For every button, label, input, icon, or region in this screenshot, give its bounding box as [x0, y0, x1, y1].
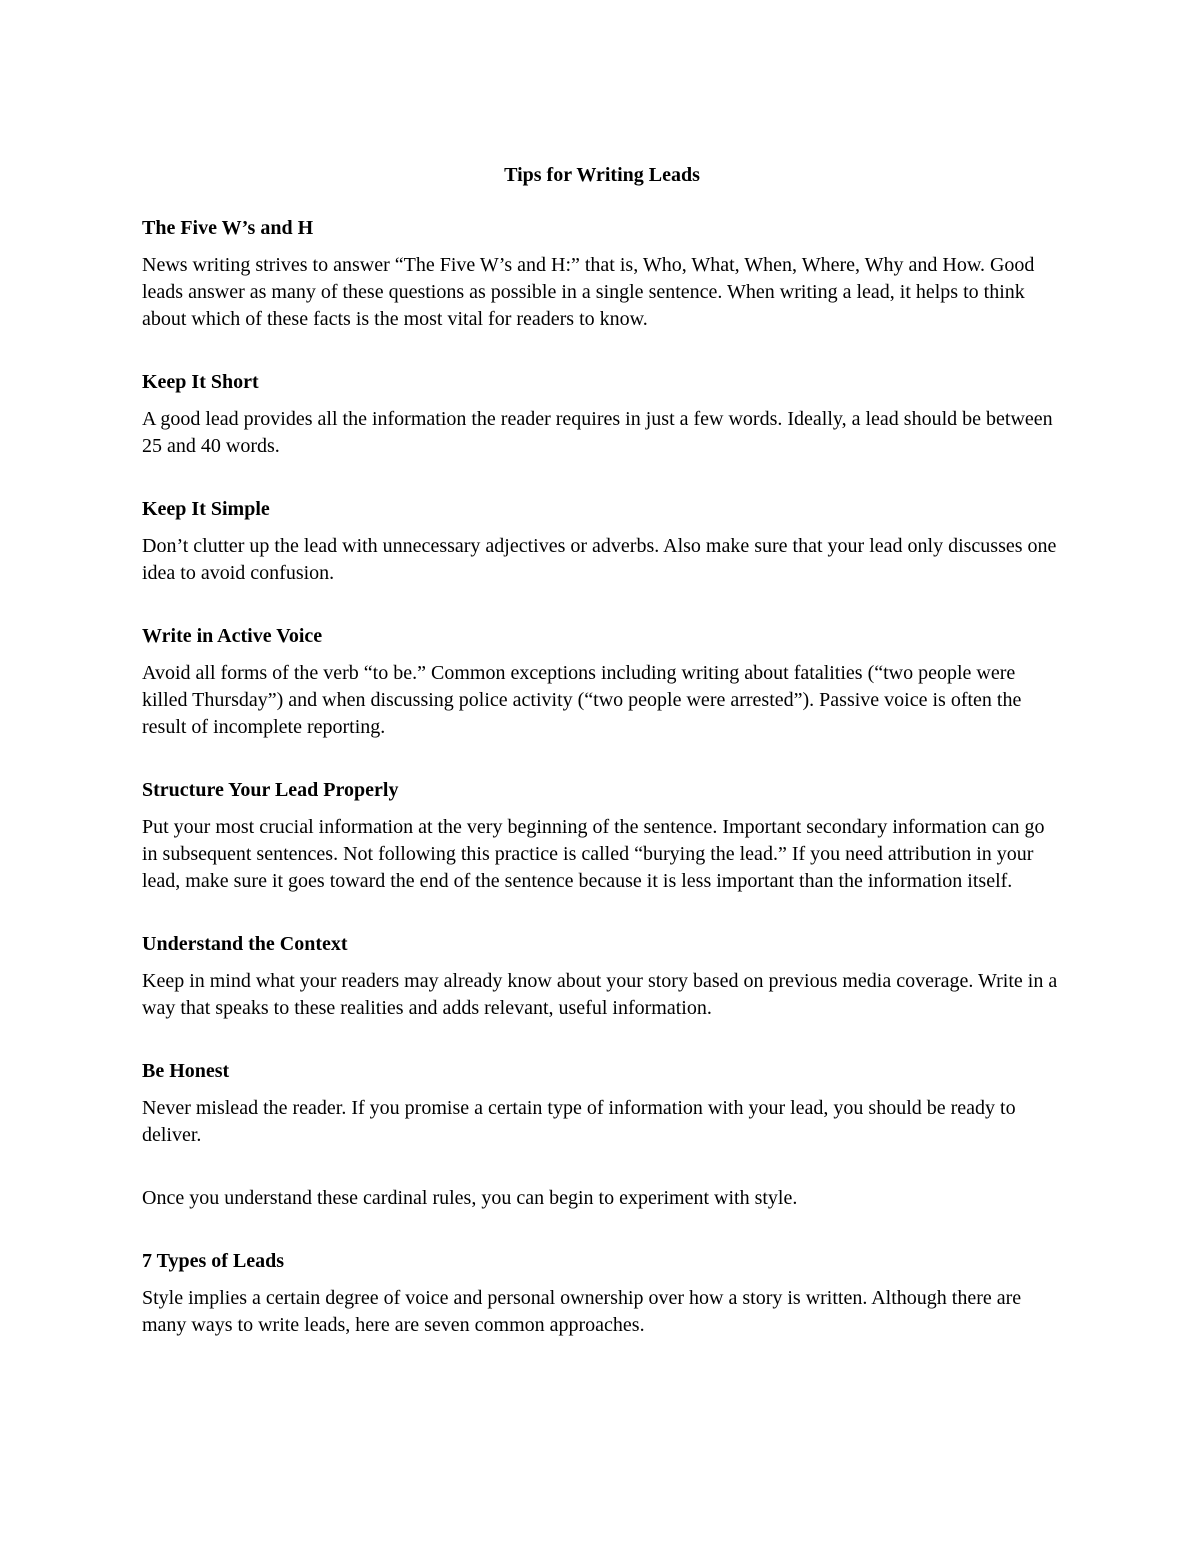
section-body: Don’t clutter up the lead with unnecessary adjectives or adverbs. Also make sure that your lead only discusses one idea to avoid confusion.	[142, 535, 1057, 584]
section-body: Never mislead the reader. If you promise a certain type of information with your lead, you should be ready to deliver.	[142, 1097, 1016, 1146]
section-active-voice	[142, 623, 1062, 741]
section-keep-it-short	[142, 369, 1062, 460]
section-body: A good lead provides all the information the reader requires in just a few words. Ideally, a lead should be between 25 and 40 words.	[142, 408, 1053, 457]
transition-paragraph: Once you understand these cardinal rules, you can begin to experiment with style.	[142, 1187, 798, 1209]
section-keep-it-simple	[142, 496, 1062, 587]
section-body: News writing strives to answer “The Five W’s and H:” that is, Who, What, When, Where, Why and How. Good leads answer as many of these questions as possible in a single sentence. When writing a lead, it helps to think about which of these facts is the most vital for readers to know.	[142, 254, 1035, 330]
section-understand-context	[142, 931, 1062, 1022]
section-body: Put your most crucial information at the very beginning of the sentence. Important secondary information can go in subsequent sentences. Not following this practice is called “burying the lead.” If you need attribution in your lead, make sure it goes toward the end of the sentence because it is less important than the information itself.	[142, 816, 1045, 892]
document-title: Tips for Writing Leads	[504, 164, 700, 186]
section-heading: Keep It Short	[142, 371, 259, 393]
section-heading: The Five W’s and H	[142, 217, 314, 239]
section-heading: Be Honest	[142, 1060, 230, 1082]
section-heading: Structure Your Lead Properly	[142, 779, 399, 801]
section-heading: 7 Types of Leads	[142, 1250, 285, 1272]
section-body: Avoid all forms of the verb “to be.” Common exceptions including writing about fatalities (“two people were killed Thursday”) and when discussing police activity (“two people were arrested”). Passive voice is often the result of incomplete reporting.	[142, 662, 1022, 738]
section-body: Keep in mind what your readers may already know about your story based on previous media coverage. Write in a way that speaks to these realities and adds relevant, useful information.	[142, 970, 1058, 1019]
section-heading: Understand the Context	[142, 933, 348, 955]
section-types-of-leads	[142, 1248, 1062, 1339]
section-five-ws	[142, 215, 1062, 333]
section-be-honest	[142, 1058, 1062, 1149]
section-body: Style implies a certain degree of voice and personal ownership over how a story is written. Although there are many ways to write leads, here are seven common approaches.	[142, 1287, 1022, 1336]
document-page	[142, 162, 1062, 1375]
section-structure-lead	[142, 777, 1062, 895]
section-heading: Write in Active Voice	[142, 625, 323, 647]
section-heading: Keep It Simple	[142, 498, 270, 520]
